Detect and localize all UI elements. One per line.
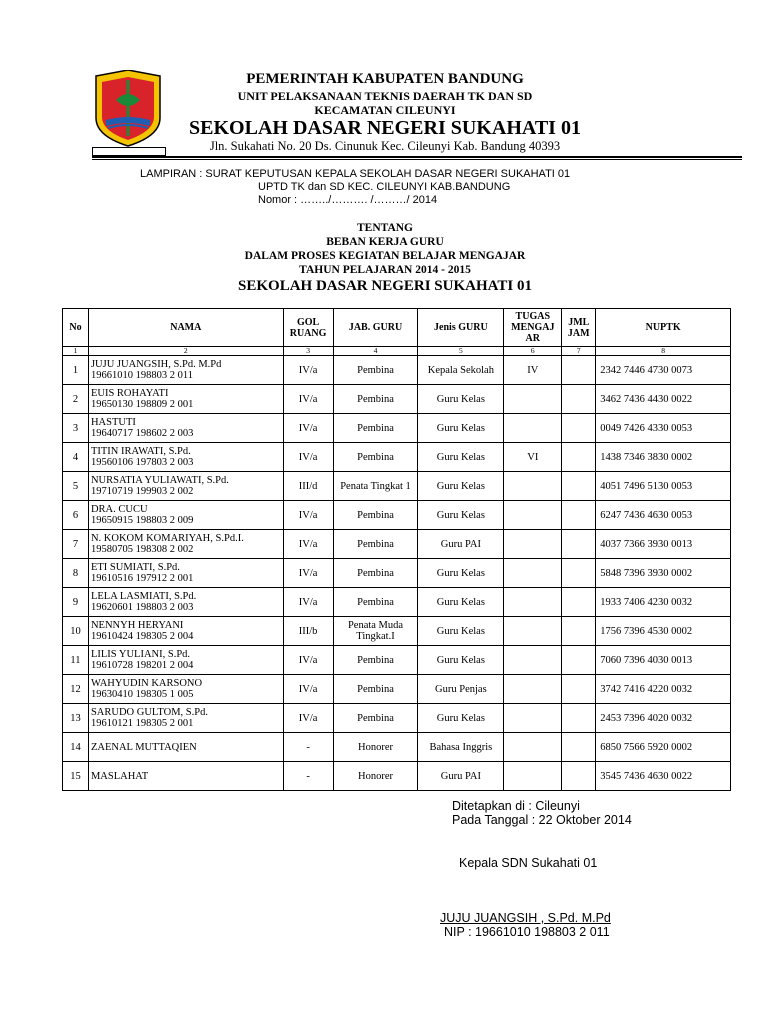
row-jenis: Kepala Sekolah — [418, 356, 504, 385]
row-no: 8 — [63, 559, 89, 588]
row-name — [88, 443, 283, 472]
teacher-nip: 19580705 198308 2 002 — [90, 544, 194, 555]
title-tahun-pelajaran: TAHUN PELAJARAN 2014 - 2015 — [299, 264, 471, 276]
row-no: 2 — [63, 385, 89, 414]
teacher-name: SARUDO GULTOM, S.Pd. — [90, 707, 208, 718]
row-gol: IV/a — [283, 559, 333, 588]
row-jml — [562, 443, 596, 472]
row-jenis: Guru Kelas — [418, 704, 504, 733]
row-no: 1 — [63, 356, 89, 385]
row-jenis: Bahasa Inggris — [418, 733, 504, 762]
row-name — [88, 472, 283, 501]
teacher-name: LILIS YULIANI, S.Pd. — [90, 649, 191, 660]
row-nuptk: 6247 7436 4630 0053 — [596, 501, 731, 530]
index-cell: 4 — [333, 347, 418, 356]
header-gol-ruang: GOL RUANG — [283, 309, 333, 347]
pada-tanggal: Pada Tanggal : 22 Oktober 2014 — [452, 813, 632, 827]
teacher-name: MASLAHAT — [90, 770, 149, 782]
row-jml — [562, 588, 596, 617]
row-no: 5 — [63, 472, 89, 501]
row-gol: - — [283, 733, 333, 762]
header-tugas-mengajar: TUGAS MENGAJ AR — [504, 309, 562, 347]
teacher-name: NURSATIA YULIAWATI, S.Pd. — [90, 475, 229, 486]
row-name — [88, 356, 283, 385]
table-row — [63, 472, 731, 501]
row-jenis: Guru Kelas — [418, 501, 504, 530]
row-tugas: VI — [504, 443, 562, 472]
row-jml — [562, 501, 596, 530]
row-jenis: Guru Kelas — [418, 646, 504, 675]
row-name — [88, 646, 283, 675]
teacher-name: WAHYUDIN KARSONO — [90, 678, 203, 689]
index-cell: 1 — [63, 347, 89, 356]
school-address: Jln. Sukahati No. 20 Ds. Cinunuk Kec. Cileunyi Kab. Bandung 40393 — [209, 139, 561, 153]
row-tugas — [504, 646, 562, 675]
table-row — [63, 704, 731, 733]
row-tugas — [504, 472, 562, 501]
row-jab: Pembina — [333, 675, 418, 704]
row-tugas — [504, 762, 562, 791]
row-tugas — [504, 530, 562, 559]
row-nuptk: 2342 7446 4730 0073 — [596, 356, 731, 385]
teacher-nip: 19610728 198201 2 004 — [90, 660, 194, 671]
row-jab: Penata Tingkat 1 — [333, 472, 418, 501]
row-no: 6 — [63, 501, 89, 530]
teacher-nip: 19630410 198305 1 005 — [90, 689, 194, 700]
row-nuptk: 0049 7426 4330 0053 — [596, 414, 731, 443]
table-row — [63, 443, 731, 472]
row-name — [88, 501, 283, 530]
row-no: 7 — [63, 530, 89, 559]
row-name — [88, 733, 283, 762]
row-jab: Pembina — [333, 559, 418, 588]
row-nuptk: 4037 7366 3930 0013 — [596, 530, 731, 559]
row-tugas — [504, 385, 562, 414]
row-nuptk: 3462 7436 4430 0022 — [596, 385, 731, 414]
row-jenis: Guru Kelas — [418, 617, 504, 646]
row-jenis: Guru Penjas — [418, 675, 504, 704]
row-jab: Pembina — [333, 443, 418, 472]
row-gol: IV/a — [283, 588, 333, 617]
row-tugas — [504, 501, 562, 530]
row-jenis: Guru Kelas — [418, 559, 504, 588]
row-gol: III/b — [283, 617, 333, 646]
teacher-name: HASTUTI — [90, 417, 136, 428]
index-cell: 6 — [504, 347, 562, 356]
header-nama: NAMA — [88, 309, 283, 347]
teacher-nip: 19710719 199903 2 002 — [90, 486, 194, 497]
row-name — [88, 385, 283, 414]
row-nuptk: 6850 7566 5920 0002 — [596, 733, 731, 762]
teacher-nip: 19650130 198809 2 001 — [90, 399, 194, 410]
row-gol: IV/a — [283, 675, 333, 704]
row-jab: Pembina — [333, 704, 418, 733]
header-jenis-guru: Jenis GURU — [418, 309, 504, 347]
teacher-nip: 19650915 198803 2 009 — [90, 515, 194, 526]
row-jml — [562, 356, 596, 385]
row-tugas — [504, 559, 562, 588]
row-nuptk: 1438 7346 3830 0002 — [596, 443, 731, 472]
signatory-title: Kepala SDN Sukahati 01 — [459, 856, 598, 870]
teacher-workload-table — [62, 308, 731, 791]
row-no: 9 — [63, 588, 89, 617]
row-jenis: Guru PAI — [418, 762, 504, 791]
row-gol: IV/a — [283, 414, 333, 443]
index-cell: 2 — [88, 347, 283, 356]
row-jenis: Guru Kelas — [418, 588, 504, 617]
teacher-name: N. KOKOM KOMARIYAH, S.Pd.I. — [90, 533, 244, 544]
row-jab: Pembina — [333, 356, 418, 385]
teacher-nip: 19610121 198305 2 001 — [90, 718, 194, 729]
table-header-row — [63, 309, 731, 347]
row-tugas: IV — [504, 356, 562, 385]
header-line-2: UNIT PELAKSANAAN TEKNIS DAERAH TK DAN SD — [237, 89, 533, 103]
row-jab: Pembina — [333, 646, 418, 675]
row-name — [88, 588, 283, 617]
row-name — [88, 414, 283, 443]
table-row — [63, 762, 731, 791]
table-row — [63, 559, 731, 588]
row-jenis: Guru PAI — [418, 530, 504, 559]
title-proses-kbm: DALAM PROSES KEGIATAN BELAJAR MENGAJAR — [244, 250, 526, 262]
row-nuptk: 1933 7406 4230 0032 — [596, 588, 731, 617]
row-jab: Honorer — [333, 762, 418, 791]
row-jenis: Guru Kelas — [418, 385, 504, 414]
row-tugas — [504, 588, 562, 617]
row-gol: IV/a — [283, 530, 333, 559]
row-tugas — [504, 414, 562, 443]
row-jml — [562, 385, 596, 414]
row-name — [88, 530, 283, 559]
row-name — [88, 617, 283, 646]
row-jenis: Guru Kelas — [418, 443, 504, 472]
row-no: 15 — [63, 762, 89, 791]
header-line-3: KECAMATAN CILEUNYI — [314, 103, 456, 117]
logo-caption — [92, 147, 166, 156]
row-name — [88, 559, 283, 588]
row-gol: IV/a — [283, 443, 333, 472]
row-jab: Pembina — [333, 501, 418, 530]
row-nuptk: 4051 7496 5130 0053 — [596, 472, 731, 501]
row-gol: - — [283, 762, 333, 791]
index-cell: 7 — [562, 347, 596, 356]
row-jab: Pembina — [333, 530, 418, 559]
lampiran-nomor: Nomor : ……../………. /………/ 2014 — [258, 194, 438, 206]
table-row — [63, 733, 731, 762]
header-line-1: PEMERINTAH KABUPATEN BANDUNG — [246, 71, 524, 87]
table-row — [63, 501, 731, 530]
row-jab: Honorer — [333, 733, 418, 762]
header-jml-jam: JML JAM — [562, 309, 596, 347]
teacher-name: ETI SUMIATI, S.Pd. — [90, 562, 180, 573]
row-nuptk: 2453 7396 4020 0032 — [596, 704, 731, 733]
title-tentang: TENTANG — [356, 222, 414, 234]
row-no: 12 — [63, 675, 89, 704]
teacher-nip: 19610424 198305 2 004 — [90, 631, 194, 642]
lampiran-line-2: UPTD TK dan SD KEC. CILEUNYI KAB.BANDUNG — [258, 181, 511, 193]
teacher-name: TITIN IRAWATI, S.Pd. — [90, 446, 191, 457]
table-row — [63, 646, 731, 675]
row-tugas — [504, 733, 562, 762]
school-name: SEKOLAH DASAR NEGERI SUKAHATI 01 — [189, 117, 581, 139]
row-jab: Penata Muda Tingkat.I — [333, 617, 418, 646]
table-row — [63, 385, 731, 414]
row-jml — [562, 762, 596, 791]
row-gol: III/d — [283, 472, 333, 501]
row-no: 14 — [63, 733, 89, 762]
row-jml — [562, 559, 596, 588]
index-cell: 5 — [418, 347, 504, 356]
row-jab: Pembina — [333, 588, 418, 617]
index-cell: 3 — [283, 347, 333, 356]
teacher-nip: 19661010 198803 2 011 — [90, 370, 193, 381]
header-nuptk: NUPTK — [596, 309, 731, 347]
row-gol: IV/a — [283, 385, 333, 414]
teacher-name: DRA. CUCU — [90, 504, 148, 515]
teacher-name: EUIS ROHAYATI — [90, 388, 169, 399]
row-jab: Pembina — [333, 385, 418, 414]
row-jml — [562, 617, 596, 646]
table-row — [63, 356, 731, 385]
row-nuptk: 7060 7396 4030 0013 — [596, 646, 731, 675]
row-tugas — [504, 704, 562, 733]
row-jml — [562, 733, 596, 762]
row-nuptk: 3742 7416 4220 0032 — [596, 675, 731, 704]
teacher-nip: 19560106 197803 2 003 — [90, 457, 194, 468]
ditetapkan-di: Ditetapkan di : Cileunyi — [452, 799, 580, 813]
row-no: 11 — [63, 646, 89, 675]
row-name — [88, 675, 283, 704]
row-no: 13 — [63, 704, 89, 733]
header-no: No — [63, 309, 89, 347]
row-name — [88, 762, 283, 791]
index-cell: 8 — [596, 347, 731, 356]
bandung-regency-emblem — [92, 70, 164, 148]
teacher-name: JUJU JUANGSIH, S.Pd. M.Pd — [90, 359, 222, 370]
row-nuptk: 1756 7396 4530 0002 — [596, 617, 731, 646]
teacher-nip: 19640717 198602 2 003 — [90, 428, 194, 439]
teacher-name: NENNYH HERYANI — [90, 620, 184, 631]
row-jml — [562, 704, 596, 733]
row-name — [88, 704, 283, 733]
row-no: 3 — [63, 414, 89, 443]
row-jml — [562, 675, 596, 704]
row-gol: IV/a — [283, 356, 333, 385]
row-jml — [562, 472, 596, 501]
signatory-name: JUJU JUANGSIH , S.Pd. M.Pd — [440, 911, 611, 925]
table-index-row — [63, 347, 731, 356]
table-row — [63, 675, 731, 704]
row-tugas — [504, 675, 562, 704]
header-divider — [92, 156, 742, 158]
title-beban-kerja: BEBAN KERJA GURU — [326, 236, 444, 248]
table-row — [63, 414, 731, 443]
teacher-nip: 19620601 198803 2 003 — [90, 602, 194, 613]
table-row — [63, 617, 731, 646]
signatory-nip: NIP : 19661010 198803 2 011 — [444, 925, 610, 939]
table-row — [63, 530, 731, 559]
teacher-name: ZAENAL MUTTAQIEN — [90, 741, 197, 753]
title-school: SEKOLAH DASAR NEGERI SUKAHATI 01 — [238, 278, 532, 294]
teacher-nip: 19610516 197912 2 001 — [90, 573, 194, 584]
header-divider-thin — [92, 159, 742, 160]
row-jenis: Guru Kelas — [418, 414, 504, 443]
row-nuptk: 5848 7396 3930 0002 — [596, 559, 731, 588]
row-jml — [562, 530, 596, 559]
row-no: 10 — [63, 617, 89, 646]
row-gol: IV/a — [283, 704, 333, 733]
row-nuptk: 3545 7436 4630 0022 — [596, 762, 731, 791]
row-jenis: Guru Kelas — [418, 472, 504, 501]
row-jml — [562, 646, 596, 675]
table-row — [63, 588, 731, 617]
lampiran-line-1: LAMPIRAN : SURAT KEPUTUSAN KEPALA SEKOLAH DASAR NEGERI SUKAHATI 01 — [140, 168, 571, 180]
row-gol: IV/a — [283, 646, 333, 675]
header-jab-guru: JAB. GURU — [333, 309, 418, 347]
row-gol: IV/a — [283, 501, 333, 530]
row-no: 4 — [63, 443, 89, 472]
row-tugas — [504, 617, 562, 646]
row-jml — [562, 414, 596, 443]
row-jab: Pembina — [333, 414, 418, 443]
teacher-name: LELA LASMIATI, S.Pd. — [90, 591, 197, 602]
